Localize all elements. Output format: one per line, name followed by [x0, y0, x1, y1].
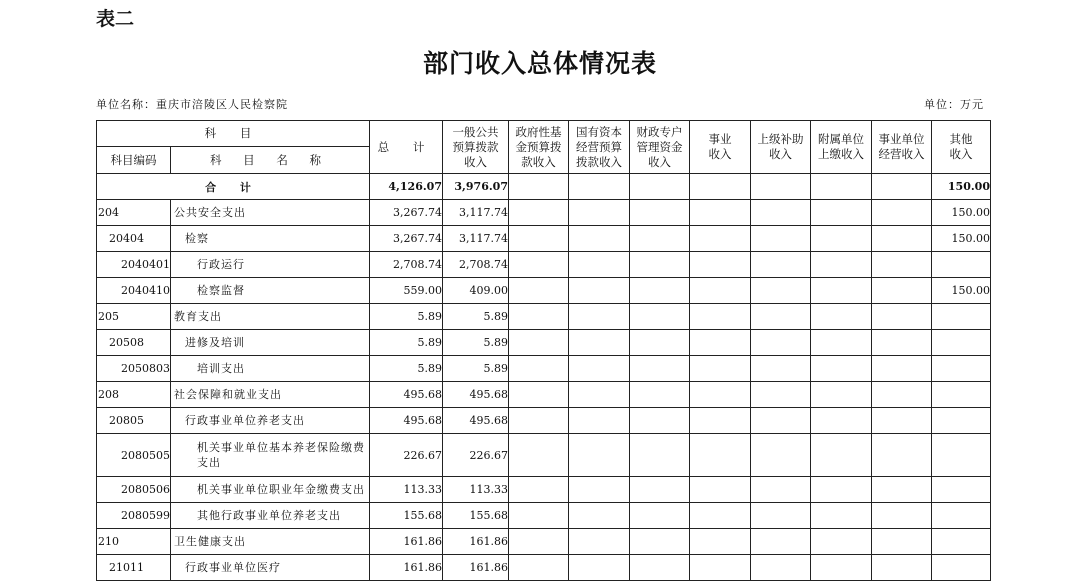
empty-cell — [751, 382, 811, 408]
header-line: 预算拨款 — [452, 139, 499, 154]
subject-code-cell: 210 — [97, 529, 171, 555]
header-line: 收入 — [949, 147, 973, 161]
empty-cell — [569, 174, 630, 200]
empty-cell — [569, 356, 630, 382]
empty-cell — [811, 226, 872, 252]
general-budget-cell: 113.33 — [443, 477, 509, 503]
empty-cell — [811, 555, 872, 581]
empty-cell — [569, 382, 630, 408]
empty-cell — [811, 200, 872, 226]
business-operation-header — [872, 121, 932, 174]
table-row — [97, 356, 991, 382]
subject-name-cell: 行政运行 — [171, 252, 370, 278]
empty-cell — [630, 529, 690, 555]
empty-cell — [872, 304, 932, 330]
total-cell: 5.89 — [370, 304, 443, 330]
empty-cell — [811, 356, 872, 382]
empty-cell — [569, 330, 630, 356]
header-line: 拨款收入 — [576, 154, 622, 169]
table-row — [97, 434, 991, 477]
other-income-cell — [932, 434, 991, 477]
empty-cell — [811, 278, 872, 304]
empty-cell — [872, 330, 932, 356]
empty-cell — [569, 434, 630, 477]
empty-cell — [690, 356, 751, 382]
header-line: 事业 — [708, 132, 732, 146]
header-line: 款收入 — [521, 154, 556, 169]
empty-cell — [751, 555, 811, 581]
table-row — [97, 529, 991, 555]
header-line: 经营收入 — [878, 147, 925, 161]
other-income-cell — [932, 252, 991, 278]
empty-cell — [811, 382, 872, 408]
header-line: 附属单位 — [818, 132, 864, 146]
subject-name-cell: 培训支出 — [171, 356, 370, 382]
affiliated-unit-header — [811, 121, 872, 174]
subject-code-cell: 20404 — [97, 226, 171, 252]
document-label: 表二 — [96, 8, 135, 30]
empty-cell — [630, 278, 690, 304]
empty-cell — [690, 278, 751, 304]
empty-cell — [751, 477, 811, 503]
empty-cell — [872, 226, 932, 252]
empty-cell — [872, 278, 932, 304]
empty-cell — [630, 503, 690, 529]
empty-cell — [509, 434, 569, 477]
subject-name-cell: 公共安全支出 — [171, 200, 370, 226]
total-cell: 113.33 — [370, 477, 443, 503]
total-cell: 559.00 — [370, 278, 443, 304]
total-cell: 5.89 — [370, 330, 443, 356]
subject-name-cell: 其他行政事业单位养老支出 — [171, 503, 370, 529]
empty-cell — [509, 555, 569, 581]
total-cell: 161.86 — [370, 529, 443, 555]
other-income-cell — [932, 555, 991, 581]
total-cell: 226.67 — [370, 434, 443, 477]
empty-cell — [751, 226, 811, 252]
subject-code-cell: 21011 — [97, 555, 171, 581]
other-income-cell: 150.00 — [932, 278, 991, 304]
subject-name-header — [171, 147, 370, 174]
header-line: 财政专户 — [636, 124, 683, 139]
other-income-header — [932, 121, 991, 174]
empty-cell — [872, 174, 932, 200]
total-row — [97, 174, 991, 200]
subject-name-cell: 社会保障和就业支出 — [171, 382, 370, 408]
total-cell: 155.68 — [370, 503, 443, 529]
general-budget-cell: 2,708.74 — [443, 252, 509, 278]
total-cell: 5.89 — [370, 356, 443, 382]
subject-code-header: 科目编码 — [97, 147, 171, 174]
empty-cell — [630, 555, 690, 581]
table-row — [97, 477, 991, 503]
empty-cell — [690, 252, 751, 278]
subject-name-cell: 卫生健康支出 — [171, 529, 370, 555]
empty-cell — [872, 529, 932, 555]
general-budget-cell: 155.68 — [443, 503, 509, 529]
other-income-cell — [932, 382, 991, 408]
total-cell: 495.68 — [370, 382, 443, 408]
general-budget-cell: 3,117.74 — [443, 200, 509, 226]
subject-group-header — [97, 121, 370, 147]
subject-code-cell: 204 — [97, 200, 171, 226]
header-line: 收入 — [648, 154, 671, 169]
general-budget-cell: 226.67 — [443, 434, 509, 477]
empty-cell — [811, 503, 872, 529]
header-line: 上缴收入 — [818, 147, 864, 161]
table-row — [97, 330, 991, 356]
subject-name-cell: 机关事业单位基本养老保险缴费支出 — [171, 434, 370, 477]
total-row-label: 合 计 — [97, 174, 370, 200]
gov-fund-header — [509, 121, 569, 174]
other-income-cell — [932, 529, 991, 555]
subject-name-text: 科 目 名 称 — [210, 152, 330, 167]
empty-cell — [630, 434, 690, 477]
empty-cell — [630, 330, 690, 356]
subject-code-cell: 2080506 — [97, 477, 171, 503]
empty-cell — [690, 304, 751, 330]
subject-code-cell: 208 — [97, 382, 171, 408]
empty-cell — [872, 503, 932, 529]
empty-cell — [630, 408, 690, 434]
empty-cell — [509, 174, 569, 200]
empty-cell — [509, 503, 569, 529]
empty-cell — [630, 174, 690, 200]
table-row — [97, 382, 991, 408]
empty-cell — [872, 356, 932, 382]
meta-row — [96, 96, 984, 112]
subject-name-cell: 检察 — [171, 226, 370, 252]
subject-code-cell: 20508 — [97, 330, 171, 356]
header-line: 收入 — [769, 147, 792, 161]
subject-code-cell: 2040401 — [97, 252, 171, 278]
state-capital-header — [569, 121, 630, 174]
business-income-header — [690, 121, 751, 174]
table-row — [97, 226, 991, 252]
subject-name-cell: 行政事业单位养老支出 — [171, 408, 370, 434]
other-income-cell: 150.00 — [932, 226, 991, 252]
empty-cell — [751, 252, 811, 278]
table-row — [97, 304, 991, 330]
empty-cell — [690, 503, 751, 529]
empty-cell — [509, 200, 569, 226]
empty-cell — [630, 382, 690, 408]
empty-cell — [569, 529, 630, 555]
header-line: 事业单位 — [878, 132, 925, 146]
table-row — [97, 252, 991, 278]
empty-cell — [509, 356, 569, 382]
empty-cell — [509, 278, 569, 304]
other-income-cell — [932, 477, 991, 503]
empty-cell — [872, 477, 932, 503]
empty-cell — [751, 503, 811, 529]
unit-org-label: 单位名称：重庆市涪陵区人民检察院 — [96, 98, 288, 111]
table-row — [97, 555, 991, 581]
general-budget-cell: 161.86 — [443, 555, 509, 581]
empty-cell — [751, 529, 811, 555]
header-line: 经营预算 — [576, 139, 622, 154]
empty-cell — [690, 200, 751, 226]
empty-cell — [751, 356, 811, 382]
table-body — [97, 174, 991, 581]
empty-cell — [569, 252, 630, 278]
empty-cell — [690, 555, 751, 581]
empty-cell — [509, 252, 569, 278]
subject-code-cell: 205 — [97, 304, 171, 330]
header-line: 其他 — [949, 132, 973, 146]
empty-cell — [690, 174, 751, 200]
subject-name-cell: 检察监督 — [171, 278, 370, 304]
subject-code-cell: 20805 — [97, 408, 171, 434]
subject-code-cell: 2080599 — [97, 503, 171, 529]
income-table — [96, 120, 991, 581]
empty-cell — [751, 200, 811, 226]
header-line: 一般公共 — [452, 124, 499, 139]
header-line: 金预算拨 — [515, 139, 562, 154]
empty-cell — [872, 252, 932, 278]
empty-cell — [811, 330, 872, 356]
header-line: 收入 — [464, 154, 487, 169]
empty-cell — [630, 304, 690, 330]
empty-cell — [569, 555, 630, 581]
empty-cell — [630, 356, 690, 382]
subject-name-cell: 行政事业单位医疗 — [171, 555, 370, 581]
total-row-total: 4,126.07 — [370, 174, 443, 200]
empty-cell — [872, 382, 932, 408]
general-budget-header — [443, 121, 509, 174]
header-line: 收入 — [708, 147, 732, 161]
other-income-cell — [932, 330, 991, 356]
subject-code-cell: 2040410 — [97, 278, 171, 304]
general-budget-cell: 495.68 — [443, 382, 509, 408]
empty-cell — [872, 434, 932, 477]
table-header — [97, 121, 991, 174]
general-budget-cell: 5.89 — [443, 356, 509, 382]
empty-cell — [872, 200, 932, 226]
total-row-other: 150.00 — [932, 174, 991, 200]
empty-cell — [569, 477, 630, 503]
empty-cell — [751, 304, 811, 330]
fiscal-special-header — [630, 121, 690, 174]
subject-code-cell: 2050803 — [97, 356, 171, 382]
empty-cell — [690, 226, 751, 252]
empty-cell — [509, 408, 569, 434]
upper-subsidy-header — [751, 121, 811, 174]
empty-cell — [811, 434, 872, 477]
empty-cell — [751, 174, 811, 200]
empty-cell — [811, 408, 872, 434]
empty-cell — [569, 304, 630, 330]
table-row — [97, 200, 991, 226]
header-line: 管理资金 — [636, 139, 683, 154]
empty-cell — [690, 477, 751, 503]
table-row — [97, 278, 991, 304]
empty-cell — [751, 278, 811, 304]
empty-cell — [690, 434, 751, 477]
empty-cell — [569, 408, 630, 434]
unit-measure-label: 单位：万元 — [924, 98, 984, 111]
subject-name-cell: 进修及培训 — [171, 330, 370, 356]
empty-cell — [811, 477, 872, 503]
general-budget-cell: 161.86 — [443, 529, 509, 555]
header-line: 国有资本 — [576, 124, 622, 139]
table-row — [97, 503, 991, 529]
empty-cell — [569, 226, 630, 252]
subject-name-cell: 教育支出 — [171, 304, 370, 330]
empty-cell — [509, 529, 569, 555]
empty-cell — [509, 382, 569, 408]
total-cell: 3,267.74 — [370, 200, 443, 226]
other-income-cell: 150.00 — [932, 200, 991, 226]
total-header — [370, 121, 443, 174]
header-row — [97, 121, 991, 147]
empty-cell — [811, 174, 872, 200]
total-header-text: 总 计 — [377, 139, 435, 154]
general-budget-cell: 5.89 — [443, 304, 509, 330]
total-cell: 161.86 — [370, 555, 443, 581]
empty-cell — [630, 226, 690, 252]
document-title: 部门收入总体情况表 — [422, 49, 657, 78]
general-budget-cell: 5.89 — [443, 330, 509, 356]
empty-cell — [630, 477, 690, 503]
empty-cell — [630, 252, 690, 278]
empty-cell — [509, 226, 569, 252]
general-budget-cell: 495.68 — [443, 408, 509, 434]
empty-cell — [751, 434, 811, 477]
other-income-cell — [932, 503, 991, 529]
total-cell: 2,708.74 — [370, 252, 443, 278]
subject-name-cell: 机关事业单位职业年金缴费支出 — [171, 477, 370, 503]
empty-cell — [690, 408, 751, 434]
empty-cell — [751, 408, 811, 434]
empty-cell — [509, 477, 569, 503]
empty-cell — [509, 330, 569, 356]
other-income-cell — [932, 304, 991, 330]
other-income-cell — [932, 408, 991, 434]
subject-code-cell: 2080505 — [97, 434, 171, 477]
empty-cell — [872, 408, 932, 434]
general-budget-cell: 409.00 — [443, 278, 509, 304]
header-line: 上级补助 — [757, 132, 804, 146]
empty-cell — [569, 200, 630, 226]
empty-cell — [751, 330, 811, 356]
total-cell: 495.68 — [370, 408, 443, 434]
empty-cell — [569, 278, 630, 304]
empty-cell — [690, 382, 751, 408]
empty-cell — [569, 503, 630, 529]
table-row — [97, 408, 991, 434]
header-line: 政府性基 — [515, 124, 562, 139]
total-row-general-budget: 3,976.07 — [443, 174, 509, 200]
subject-group-text: 科 目 — [204, 126, 262, 140]
empty-cell — [811, 304, 872, 330]
empty-cell — [690, 529, 751, 555]
empty-cell — [811, 529, 872, 555]
empty-cell — [690, 330, 751, 356]
empty-cell — [811, 252, 872, 278]
general-budget-cell: 3,117.74 — [443, 226, 509, 252]
empty-cell — [509, 304, 569, 330]
other-income-cell — [932, 356, 991, 382]
empty-cell — [630, 200, 690, 226]
total-cell: 3,267.74 — [370, 226, 443, 252]
empty-cell — [872, 555, 932, 581]
